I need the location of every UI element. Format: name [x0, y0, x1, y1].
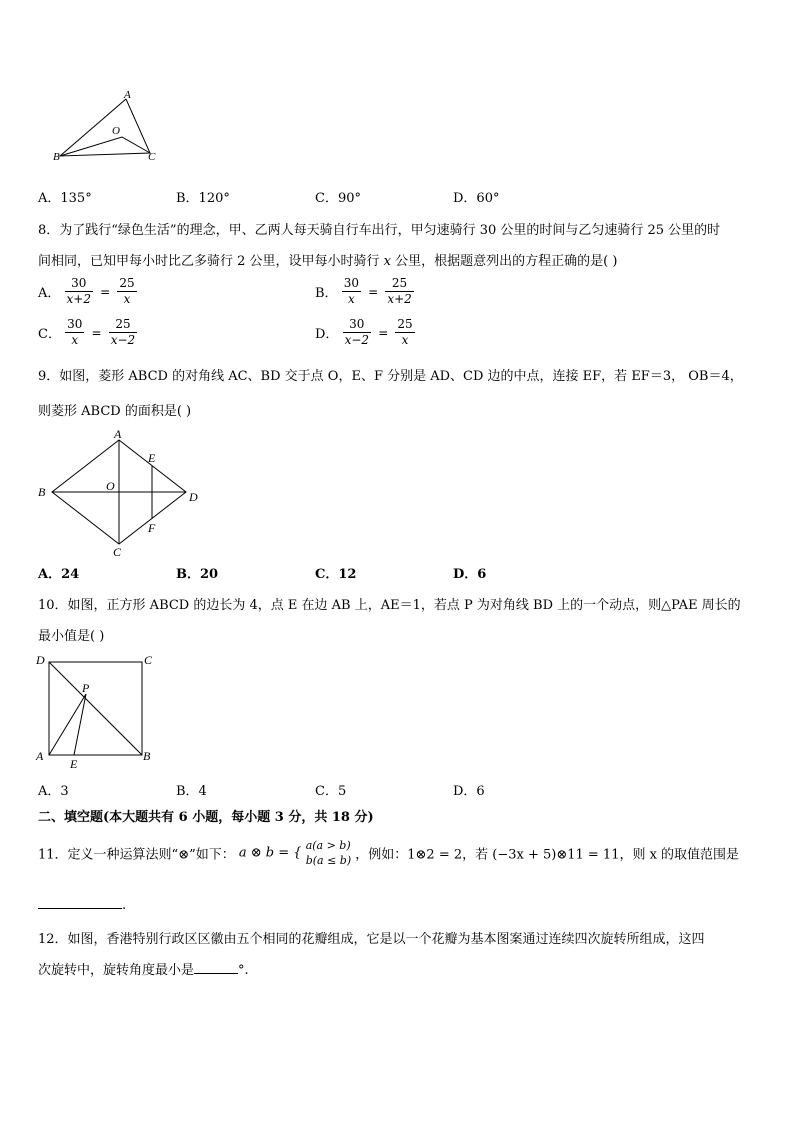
q8-c-frac1: [65, 317, 84, 348]
q8-b-den1: x: [342, 291, 361, 307]
q9-label-f: F: [148, 521, 156, 535]
q10-label-p: P: [82, 681, 90, 695]
q9-rhombus-figure: [34, 426, 209, 558]
q8-line2-a: 间相同，已知甲每小时比乙多骑行 2 公里，设甲每小时骑行: [38, 254, 384, 269]
q8-c-num2: 25: [115, 317, 131, 331]
q8-c-den2: x−2: [110, 333, 136, 347]
q10-text-line1: 10．如图，正方形 ABCD 的边长为 4，点 E 在边 AB 上，AE＝1，若点 P 为对角线 BD 上的一个动点，则△PAE 周长的: [38, 598, 741, 613]
q9-text-line1: 9．如图，菱形 ABCD 的对角线 AC、BD 交于点 O，E、F 分别是 AD、CD 边的中点，连接 EF，若 EF＝3， OB＝4，: [38, 369, 743, 384]
q8-b-frac1: [342, 276, 361, 307]
q7-triangle-figure: [50, 90, 165, 165]
q8-option-d[interactable]: [315, 317, 415, 348]
q10-square-figure: [34, 650, 159, 772]
q7-option-c[interactable]: C．90°: [315, 191, 361, 206]
q11-tail: .: [122, 898, 127, 913]
q11-case2: b(a ≤ b): [305, 854, 352, 867]
q11-case1: a(a > b): [305, 839, 351, 852]
q8-b-num1: 30: [343, 276, 359, 290]
q10-option-b[interactable]: B．4: [176, 784, 207, 799]
q10-option-d[interactable]: D．6: [453, 784, 485, 799]
q8-a-label: A．: [38, 286, 61, 301]
q8-a-frac2: [117, 276, 136, 307]
q9-label-e: E: [148, 451, 156, 465]
q8-d-num1: 30: [349, 317, 365, 331]
q7-label-c: C: [148, 151, 156, 163]
q8-option-a[interactable]: [38, 276, 137, 307]
q8-a-den2: x: [117, 291, 136, 307]
q12-line2-a: 次旋转中，旋转角度最小是: [38, 963, 195, 978]
q10-label-b: B: [143, 749, 151, 763]
q11-cases: [306, 838, 351, 868]
q12-answer-blank[interactable]: [194, 960, 238, 974]
q12-text-line1: 12．如图，香港特别行政区区徽由五个相同的花瓣组成，它是以一个花瓣为基本图案通过连续四次旋转所组成，这四: [38, 932, 705, 947]
q9-option-b[interactable]: B．20: [176, 567, 219, 582]
q9-label-b: B: [38, 485, 46, 499]
q7-label-o: O: [112, 125, 120, 137]
q8-d-eq: =: [378, 325, 389, 340]
q8-c-eq: =: [91, 325, 102, 340]
q11-mid: ，例如：1⊗2 = 2，若 (−3x + 5)⊗11 = 11，则 x 的取值范围是: [355, 847, 740, 863]
q8-c-frac2: [109, 317, 137, 348]
q8-a-frac1: [65, 276, 93, 307]
q12-line2-b: °.: [238, 963, 249, 978]
q10-text-line2: 最小值是( ): [38, 629, 105, 644]
q7-triangle: [60, 99, 150, 156]
q7-option-a[interactable]: A．135°: [38, 191, 92, 206]
q10-label-c: C: [144, 653, 153, 667]
q9-option-a[interactable]: A．24: [38, 567, 80, 582]
q9-label-c: C: [113, 545, 122, 558]
q8-b-eq: =: [368, 284, 379, 299]
q8-var-x: x: [383, 254, 392, 269]
q8-b-label: B．: [315, 286, 338, 301]
q8-text-line1: 8．为了践行“绿色生活”的理念，甲、乙两人每天骑自行车出行，甲匀速骑行 30 公里的时间与乙匀速骑行 25 公里的时: [38, 223, 721, 238]
q8-b-den2: x+2: [387, 292, 412, 306]
q8-d-den1: x−2: [344, 333, 370, 347]
q11-text: [38, 838, 739, 868]
q11-op: a ⊗ b = {: [238, 845, 302, 861]
q8-a-eq: =: [100, 284, 111, 299]
q10-label-d: D: [36, 653, 45, 667]
q9-label-a: A: [114, 427, 122, 441]
q8-b-num2: 25: [391, 276, 408, 290]
q9-label-d: D: [189, 490, 198, 504]
q7-option-b[interactable]: B．120°: [176, 191, 230, 206]
q8-option-c[interactable]: [38, 317, 137, 348]
q8-a-den1: x+2: [66, 292, 91, 306]
q10-label-a: A: [36, 749, 44, 763]
q11-answer-blank[interactable]: [38, 894, 126, 913]
q8-text-line2: [38, 250, 617, 269]
q9-label-o: O: [106, 479, 115, 493]
q10-option-a[interactable]: A．3: [38, 784, 69, 799]
q7-label-b: B: [53, 151, 60, 163]
q8-d-label: D．: [315, 327, 339, 342]
q8-d-frac2: [395, 317, 414, 348]
q8-a-num1: 30: [71, 276, 87, 290]
q10-diagonal-bd: [49, 662, 142, 755]
q8-c-den1: x: [65, 332, 84, 348]
q8-line2-b: 公里，根据题意列出的方程正确的是( ): [391, 254, 618, 269]
q8-d-den2: x: [395, 332, 414, 348]
q7-label-a: A: [124, 90, 131, 101]
q10-option-c[interactable]: C．5: [315, 784, 347, 799]
q9-text-line2: 则菱形 ABCD 的面积是( ): [38, 404, 192, 419]
q9-option-d[interactable]: D．6: [453, 567, 487, 582]
q8-c-label: C．: [38, 327, 61, 342]
q8-d-frac1: [343, 317, 371, 348]
q10-label-e: E: [70, 757, 78, 771]
q8-b-frac2: [385, 276, 413, 307]
q8-option-b[interactable]: [315, 276, 414, 307]
q8-d-num2: 25: [397, 317, 413, 331]
q11-blank-line[interactable]: [38, 894, 122, 909]
q8-a-num2: 25: [119, 276, 135, 290]
q9-option-c[interactable]: C．12: [315, 567, 357, 582]
q12-text-line2: [38, 959, 249, 978]
q11-prefix: 11．定义一种运算法则“⊗”如下：: [38, 847, 235, 863]
section-fill-in-title: 二、填空题(本大题共有 6 小题，每小题 3 分，共 18 分): [38, 810, 374, 825]
q7-option-d[interactable]: D．60°: [453, 191, 500, 206]
q8-c-num1: 30: [67, 317, 83, 331]
